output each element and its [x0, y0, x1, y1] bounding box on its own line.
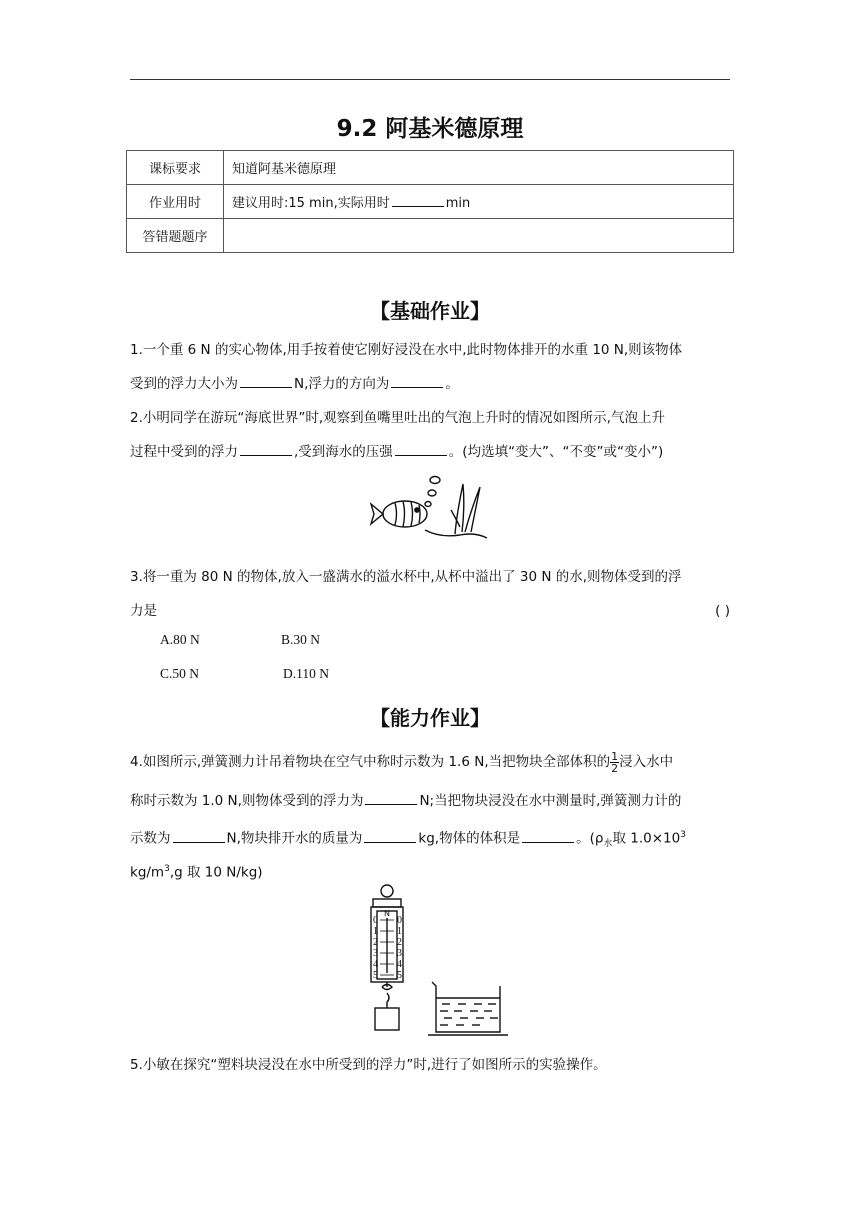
- scale-tick-left: 2: [373, 937, 378, 948]
- table-value: 知道阿基米德原理: [224, 151, 734, 185]
- exponent: 3: [164, 864, 170, 874]
- q4-text-j: kg/m: [130, 864, 165, 881]
- section-heading-basic: 【基础作业】: [370, 299, 490, 323]
- section-heading-ability: 【能力作业】: [370, 706, 490, 730]
- answer-blank[interactable]: [391, 373, 443, 388]
- answer-blank[interactable]: [522, 828, 574, 843]
- q4-text-f: N,物块排开水的质量为: [226, 830, 363, 847]
- table-row: [127, 219, 734, 253]
- scale-tick-left: 4: [373, 959, 378, 970]
- page-title: 9.2 阿基米德原理: [336, 116, 524, 142]
- question-2-line-2: [130, 435, 740, 469]
- scale-tick-right: 1: [397, 926, 402, 937]
- scale-tick-right: 2: [397, 937, 402, 948]
- question-1-line-2: [130, 367, 740, 401]
- fraction-one-half: [610, 751, 619, 774]
- scale-tick-right: 4: [397, 959, 402, 970]
- fish-bubbles-figure: [365, 472, 490, 544]
- answer-blank[interactable]: [364, 828, 416, 843]
- q1-text-a: 受到的浮力大小为: [130, 376, 238, 392]
- water-beaker-figure: [428, 978, 508, 1038]
- header-rule: [130, 79, 730, 80]
- exponent: 3: [680, 830, 686, 840]
- time-prefix: 建议用时:15 min,实际用时: [232, 196, 390, 211]
- option-d[interactable]: D.110 N: [283, 666, 329, 681]
- q1-text-c: 。: [445, 376, 459, 392]
- meta-table: [126, 150, 734, 253]
- table-label: 答错题题序: [127, 219, 224, 253]
- rho-subscript: 水: [603, 839, 613, 850]
- answer-blank[interactable]: [392, 192, 444, 207]
- question-4-line-1: [130, 745, 740, 779]
- table-label: 课标要求: [127, 151, 224, 185]
- q4-text-a: 4.如图所示,弹簧测力计吊着物块在空气中称时示数为 1.6 N,当把物块全部体积的: [130, 754, 611, 770]
- scale-tick-left: 3: [373, 948, 378, 959]
- q4-text-k: ,g 取 10 N/kg): [169, 864, 263, 881]
- scale-tick-left: 0: [373, 915, 378, 926]
- scale-tick-right: 0: [397, 915, 402, 926]
- fraction-denominator: 2: [611, 761, 619, 775]
- question-3-line-1: 3.将一重为 80 N 的物体,放入一盛满水的溢水杯中,从杯中溢出了 30 N 的水,则物体受到的浮: [130, 569, 682, 585]
- q2-text-a: 过程中受到的浮力: [130, 444, 238, 460]
- option-a[interactable]: A.80 N: [160, 632, 200, 647]
- answer-blank[interactable]: [365, 790, 417, 805]
- answer-blank[interactable]: [173, 828, 225, 843]
- answer-blank[interactable]: [395, 441, 447, 456]
- q4-text-b: 浸入水中: [619, 754, 674, 770]
- q4-text-e: 示数为: [130, 830, 171, 847]
- scale-tick-left: 1: [373, 926, 378, 937]
- question-1-line-1: 1.一个重 6 N 的实心物体,用手按着使它刚好浸没在水中,此时物体排开的水重 10 N,则该物体: [130, 342, 683, 358]
- option-b[interactable]: B.30 N: [281, 632, 321, 647]
- q4-text-d: N;当把物块浸没在水中测量时,弹簧测力计的: [419, 793, 682, 809]
- q2-text-c: 。(均选填“变大”、“不变”或“变小”): [448, 444, 664, 460]
- answer-blank[interactable]: [240, 373, 292, 388]
- table-row: [127, 185, 734, 219]
- time-suffix: min: [445, 196, 471, 211]
- scale-tick-right: 3: [397, 948, 402, 959]
- question-3-line-2: [130, 594, 740, 628]
- fraction-numerator: 1: [611, 749, 619, 763]
- question-5-line-1: 5.小敏在探究“塑料块浸没在水中所受到的浮力”时,进行了如图所示的实验操作。: [130, 1057, 607, 1073]
- q3-text: 力是: [130, 603, 157, 619]
- scale-tick-left: 5: [373, 970, 378, 981]
- scale-unit-label: N: [384, 909, 390, 918]
- scale-tick-right: 5: [397, 970, 402, 981]
- answer-parentheses[interactable]: ( ): [715, 603, 730, 619]
- q2-text-b: ,受到海水的压强: [294, 444, 393, 460]
- q1-text-b: N,浮力的方向为: [294, 376, 390, 392]
- table-value: [224, 185, 734, 219]
- answer-blank[interactable]: [240, 441, 292, 456]
- option-c[interactable]: C.50 N: [160, 666, 200, 681]
- table-label: 作业用时: [127, 185, 224, 219]
- table-value[interactable]: [224, 219, 734, 253]
- q4-text-h: 。(ρ: [576, 830, 604, 847]
- table-row: [127, 151, 734, 185]
- question-2-line-1: 2.小明同学在游玩“海底世界”时,观察到鱼嘴里吐出的气泡上升时的情况如图所示,气泡上升: [130, 410, 665, 426]
- question-4-line-2: [130, 784, 740, 818]
- q4-text-g: kg,物体的体积是: [418, 830, 521, 847]
- q4-text-c: 称时示数为 1.0 N,则物体受到的浮力为: [130, 793, 364, 809]
- q4-text-i: 取 1.0×10: [612, 830, 681, 847]
